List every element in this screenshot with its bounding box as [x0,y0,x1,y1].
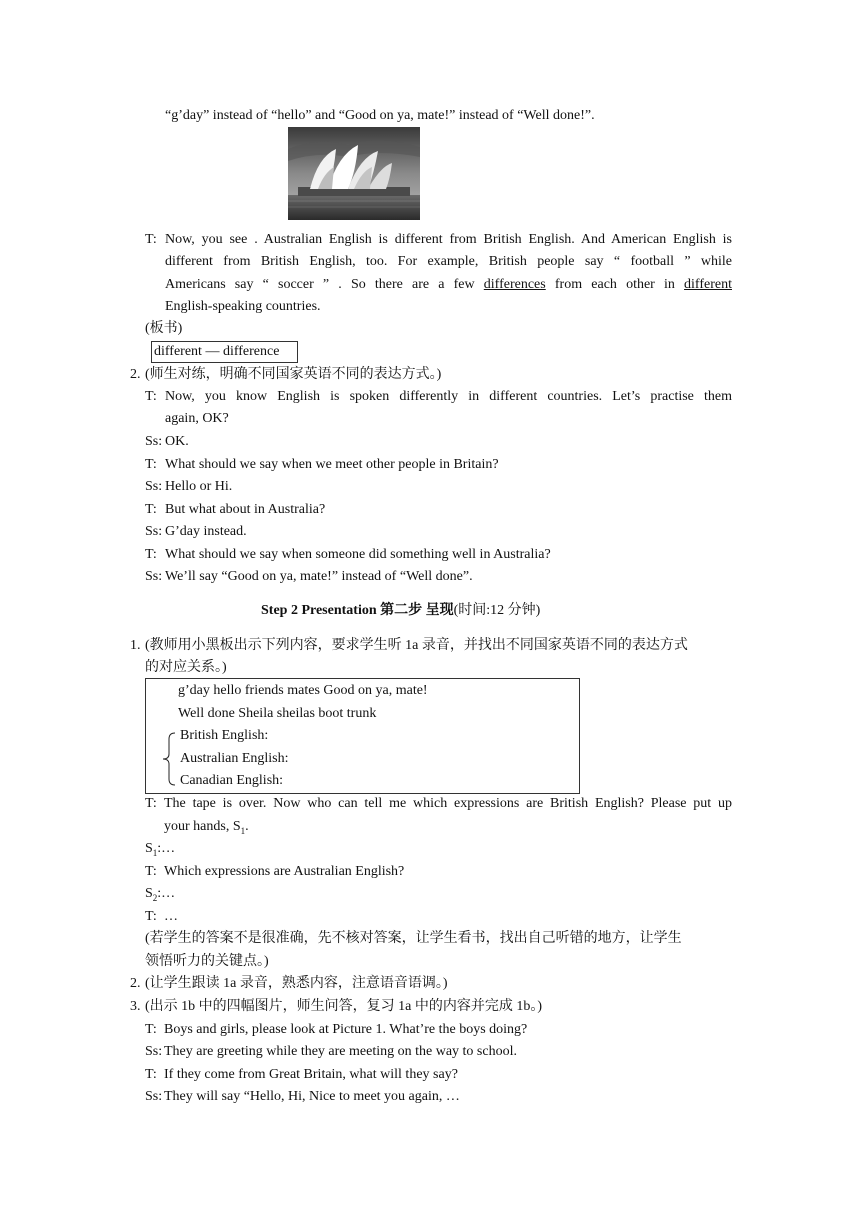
dialog-line: But what about in Australia? [165,502,326,517]
category-label: Canadian English: [180,773,284,788]
dialog-line: If they come from Great Britain, what will they say? [164,1067,458,1082]
dialog-line: They are greeting while they are meeting on the way to school. [164,1044,517,1059]
board-text: different — difference [154,344,280,359]
dialog-line: English-speaking countries. [165,299,321,314]
speaker-label: T: [145,389,157,404]
category-label: British English: [180,728,269,743]
dialog-line: They will say “Hello, Hi, Nice to meet you again, … [164,1089,460,1104]
item-instruction: (教师用小黑板出示下列内容，要求学生听 1a 录音，并找出不同国家英语不同的表达方式 [145,638,688,653]
underlined-word: different [684,277,732,292]
speaker-label: T: [145,864,157,879]
category-label: Australian English: [180,751,289,766]
step-heading [261,600,540,622]
speaker-label: Ss: [145,569,163,584]
item-instruction: (出示 1b 中的四幅图片，师生问答，复习 1a 中的内容并完成 1b。) [145,999,543,1014]
speaker-label: T: [145,796,157,811]
intro-line: “g’day” instead of “hello” and “Good on ya, mate!” instead of “Well done!”. [165,108,595,123]
dialog-line [165,274,732,296]
item-instruction: 的对应关系。) [145,660,227,675]
student-answer [145,883,175,909]
dialog-line: Hello or Hi. [165,479,233,494]
item-number: 2. [130,976,141,991]
student-label: S [145,841,153,856]
item-number: 1. [130,638,141,653]
dialog-text: from each other in [545,277,685,292]
dialog-line: different from British English, too. For example, British people say “ football ” while [165,254,732,269]
dialog-line: Now, you see . Australian English is different from British English. And American English is [165,232,732,247]
dialog-line: OK. [165,434,189,449]
item-instruction: (师生对练，明确不同国家英语不同的表达方式。) [145,367,442,382]
step-heading-cn: 第二步 呈现 [380,603,454,618]
item-number: 2. [130,367,141,382]
dialog-text: :… [157,886,176,901]
dialog-line: … [164,909,178,924]
dialog-line: We’ll say “Good on ya, mate!” instead of “Well done”. [165,569,473,584]
speaker-label: Ss: [145,524,163,539]
sydney-opera-house-photo [288,127,420,220]
speaker-label: T: [145,547,157,562]
speaker-label: T: [145,457,157,472]
dialog-line: again, OK? [165,411,229,426]
speaker-label: T: [145,1067,157,1082]
box-words-row: Well done Sheila sheilas boot trunk [178,706,377,721]
item-instruction: (让学生跟读 1a 录音，熟悉内容，注意语音语调。) [145,976,448,991]
step-time: (时间:12 分钟) [453,603,541,618]
board-label: (板书) [145,321,183,336]
dialog-line: The tape is over. Now who can tell me which expressions are British English? Please put up [164,796,732,811]
dialog-line: Boys and girls, please look at Picture 1. What’re the boys doing? [164,1022,528,1037]
student-label: S [145,886,153,901]
speaker-label: Ss: [145,1044,163,1059]
underlined-word: differences [483,277,546,292]
dialog-line: What should we say when someone did something well in Australia? [165,547,551,562]
board-box [151,341,298,363]
student-answer [145,838,175,864]
subscript: 1 [152,847,158,858]
teacher-note: 领悟听力的关键点。) [145,954,269,969]
item-number: 3. [130,999,141,1014]
dialog-line: Which expressions are Australian English? [164,864,405,879]
brace-icon [158,730,178,788]
speaker-label: T: [145,232,157,247]
subscript: 2 [152,892,158,903]
dialog-text: :… [157,841,176,856]
dialog-line: Now, you know English is spoken differently in different countries. Let’s practise them [165,389,732,404]
dialog-text: Americans say “ soccer ” . So there are a few [165,277,484,292]
dialog-text: your hands, S [164,819,241,834]
speaker-label: T: [145,909,157,924]
box-words-row: g’day hello friends mates Good on ya, mate! [178,683,428,698]
speaker-label: Ss: [145,434,163,449]
speaker-label: T: [145,1022,157,1037]
dialog-line: What should we say when we meet other people in Britain? [165,457,499,472]
speaker-label: T: [145,502,157,517]
dialog-line [164,816,249,842]
dialog-text: . [245,819,249,834]
subscript: 1 [240,825,246,836]
step-heading-en: Step 2 Presentation [261,603,377,618]
speaker-label: Ss: [145,1089,163,1104]
speaker-label: Ss: [145,479,163,494]
dialog-line: G’day instead. [165,524,247,539]
teacher-note: (若学生的答案不是很准确，先不核对答案，让学生看书，找出自己听错的地方，让学生 [145,931,682,946]
